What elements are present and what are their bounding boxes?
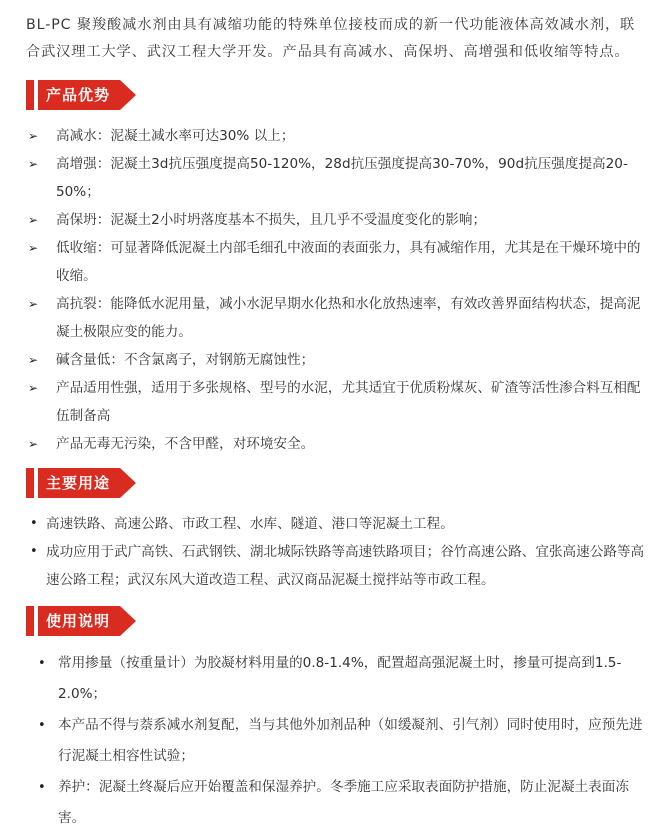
list-item bbox=[26, 206, 648, 234]
dot-bullet-icon: • bbox=[30, 544, 38, 559]
header-accent-bar bbox=[26, 606, 34, 636]
advantage-text: 高抗裂：能降低水泥用量，减小水泥早期水化热和水化放热速率，有效改善界面结构状态，提高泥凝土极限应变的能力。 bbox=[56, 296, 641, 340]
list-item bbox=[26, 346, 648, 374]
advantages-section bbox=[26, 80, 648, 458]
uses-section bbox=[26, 468, 648, 594]
advantages-header bbox=[26, 80, 648, 110]
advantage-text: 高保坍：泥凝土2小时坍落度基本不损失，且几乎不受温度变化的影响； bbox=[56, 212, 487, 228]
advantage-text: 高增强：泥凝土3d抗压强度提高50-120%，28d抗压强度提高30-70%，90d抗压强度提高20-50%； bbox=[56, 156, 628, 200]
header-accent-bar bbox=[26, 80, 34, 110]
advantage-text: 产品适用性强，适用于多张规格、型号的水泥，尤其适宜于优质粉煤灰、矿渣等活性渗合料互相配伍制备高 bbox=[56, 380, 641, 424]
arrow-bullet-icon: ➢ bbox=[28, 437, 39, 451]
list-item bbox=[26, 234, 648, 290]
advantages-list bbox=[26, 122, 648, 458]
list-item bbox=[26, 290, 648, 346]
uses-list bbox=[26, 510, 648, 594]
dot-bullet-icon: • bbox=[30, 516, 38, 531]
dot-bullet-icon: • bbox=[38, 718, 46, 733]
list-item bbox=[26, 538, 648, 594]
instruction-text: 本产品不得与萘系减水剂复配，当与其他外加剂品种（如缓凝剂、引气剂）同时使用时，应预先进行泥凝土相容性试验； bbox=[58, 717, 643, 764]
instructions-section bbox=[26, 606, 648, 834]
list-item bbox=[26, 374, 648, 430]
intro-paragraph: BL-PC 聚羧酸减水剂由具有减缩功能的特殊单位接枝而成的新一代功能液体高效减水剂，联合武汉理工大学、武汉工程大学开发。产品具有高减水、高保坍、高增强和低收缩等特点。 bbox=[26, 17, 636, 60]
list-item bbox=[26, 510, 648, 538]
instructions-list bbox=[26, 648, 648, 834]
uses-header bbox=[26, 468, 648, 498]
arrow-bullet-icon: ➢ bbox=[28, 381, 39, 395]
list-item bbox=[26, 772, 648, 834]
advantage-text: 产品无毒无污染，不含甲醛，对环境安全。 bbox=[56, 436, 315, 452]
advantage-text: 高减水：泥凝土减水率可达30% 以上； bbox=[56, 128, 295, 144]
arrow-bullet-icon: ➢ bbox=[28, 213, 39, 227]
use-text: 高速铁路、高速公路、市政工程、水库、隧道、港口等泥凝土工程。 bbox=[46, 516, 454, 532]
arrow-bullet-icon: ➢ bbox=[28, 353, 39, 367]
instructions-header bbox=[26, 606, 648, 636]
arrow-bullet-icon: ➢ bbox=[28, 157, 39, 171]
list-item bbox=[26, 122, 648, 150]
list-item bbox=[26, 710, 648, 772]
advantage-text: 碱含量低：不含氯离子，对钢筋无腐蚀性； bbox=[56, 352, 315, 368]
list-item bbox=[26, 430, 648, 458]
list-item bbox=[26, 150, 648, 206]
header-arrow-icon bbox=[120, 80, 136, 110]
header-arrow-icon bbox=[120, 468, 136, 498]
list-item bbox=[26, 648, 648, 710]
instruction-text: 常用掺量（按重量计）为胶凝材料用量的0.8-1.4%，配置超高强泥凝土时，掺量可提高到1.5-2.0%； bbox=[58, 655, 622, 702]
dot-bullet-icon: • bbox=[38, 656, 46, 671]
uses-title: 主要用途 bbox=[38, 468, 120, 498]
instruction-text: 养护：泥凝土终凝后应开始覆盖和保湿养护。冬季施工应采取表面防护措施，防止泥凝土表面冻害。 bbox=[58, 779, 629, 826]
arrow-bullet-icon: ➢ bbox=[28, 297, 39, 311]
header-accent-bar bbox=[26, 468, 34, 498]
arrow-bullet-icon: ➢ bbox=[28, 129, 39, 143]
arrow-bullet-icon: ➢ bbox=[28, 241, 39, 255]
instructions-title: 使用说明 bbox=[38, 606, 120, 636]
header-arrow-icon bbox=[120, 606, 136, 636]
advantage-text: 低收缩：可显著降低泥凝土内部毛细孔中液面的表面张力，具有减缩作用，尤其是在干燥环境中的收缩。 bbox=[56, 240, 641, 284]
advantages-title: 产品优势 bbox=[38, 80, 120, 110]
dot-bullet-icon: • bbox=[38, 780, 46, 795]
use-text: 成功应用于武广高铁、石武钢铁、湖北城际铁路等高速铁路项目；谷竹高速公路、宜张高速公路等高速公路工程；武汉东风大道改造工程、武汉商品泥凝土搅拌站等市政工程。 bbox=[46, 544, 645, 588]
